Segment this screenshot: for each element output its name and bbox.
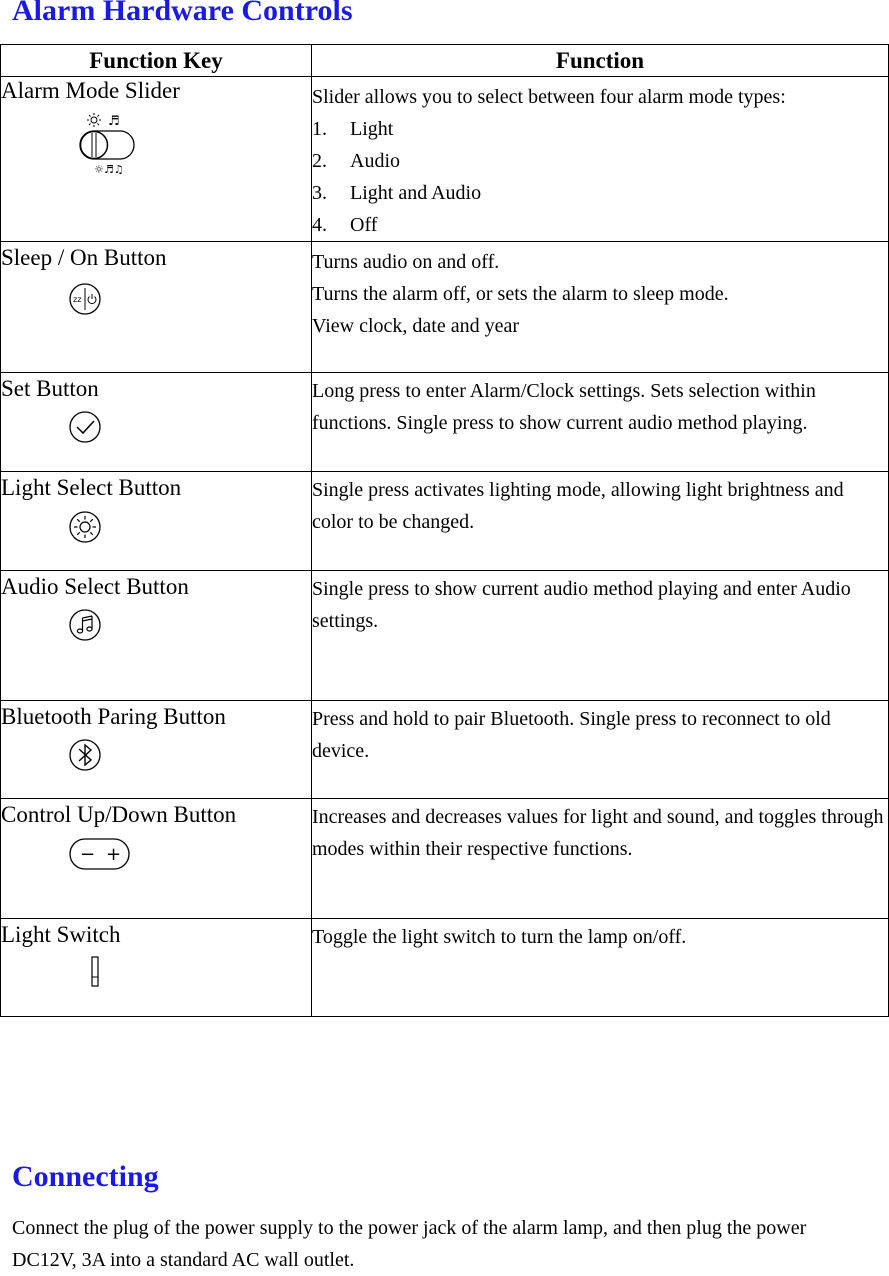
table-row	[1, 919, 889, 1017]
controls-table	[0, 44, 889, 1017]
key-label: Set Button	[1, 376, 99, 401]
list-item: 1. Light	[312, 118, 394, 140]
key-label: Bluetooth Paring Button	[1, 704, 226, 729]
function-text: Single press to show current audio method playing and enter Audio settings.	[312, 578, 851, 632]
function-text: Increases and decreases values for light and sound, and toggles through modes within their respective functions.	[312, 806, 884, 860]
connecting-paragraph: Connect the plug of the power supply to the power jack of the alarm lamp, and then plug the power DC12V, 3A into a standard AC wall outlet.	[12, 1217, 807, 1271]
table-row	[1, 701, 889, 799]
svg-text:−: −	[80, 844, 96, 865]
function-text: Press and hold to pair Bluetooth. Single press to reconnect to old device.	[312, 708, 831, 762]
svg-text:+: +	[106, 844, 122, 865]
key-label: Alarm Mode Slider	[1, 78, 180, 103]
sun-icon	[68, 510, 311, 544]
header-function: Function	[312, 45, 889, 77]
music-note-icon	[68, 608, 311, 642]
page-title: Alarm Hardware Controls	[12, 0, 353, 27]
function-text: Toggle the light switch to turn the lamp on/off.	[312, 926, 687, 948]
checkmark-icon	[68, 410, 311, 444]
table-row	[1, 373, 889, 472]
key-label: Light Switch	[1, 922, 121, 947]
bluetooth-icon	[68, 738, 311, 772]
minus-plus-icon	[68, 837, 311, 871]
alarm-mode-list	[312, 113, 888, 241]
sleep-power-icon	[68, 282, 311, 316]
alarm-mode-slider-icon	[67, 109, 311, 179]
function-text: Turns audio on and off.	[312, 251, 500, 273]
section-title-connecting: Connecting	[12, 1160, 159, 1193]
key-label: Sleep / On Button	[1, 245, 167, 270]
list-item: 2. Audio	[312, 150, 400, 172]
table-header-row	[1, 45, 889, 77]
table-row	[1, 799, 889, 919]
table-row	[1, 571, 889, 701]
list-item: 4. Off	[312, 214, 378, 236]
function-text: Single press activates lighting mode, allowing light brightness and color to be changed.	[312, 479, 844, 533]
function-text: View clock, date and year	[312, 315, 520, 337]
function-text: Slider allows you to select between four alarm mode types:	[312, 86, 786, 108]
svg-text:♬: ♬	[108, 114, 120, 129]
function-text: Turns the alarm off, or sets the alarm to sleep mode.	[312, 283, 729, 305]
light-switch-icon	[89, 955, 311, 989]
table-row	[1, 77, 889, 242]
function-text: Long press to enter Alarm/Clock settings. Sets selection within functions. Single press to show current audio method playing.	[312, 380, 816, 434]
table-row	[1, 472, 889, 571]
svg-text:zz: zz	[73, 295, 82, 304]
key-label: Audio Select Button	[1, 574, 189, 599]
list-item: 3. Light and Audio	[312, 182, 482, 204]
header-function-key: Function Key	[1, 45, 312, 77]
key-label: Control Up/Down Button	[1, 802, 237, 827]
svg-text:☼♬♫: ☼♬♫	[94, 163, 124, 176]
key-label: Light Select Button	[1, 475, 182, 500]
table-row	[1, 242, 889, 373]
